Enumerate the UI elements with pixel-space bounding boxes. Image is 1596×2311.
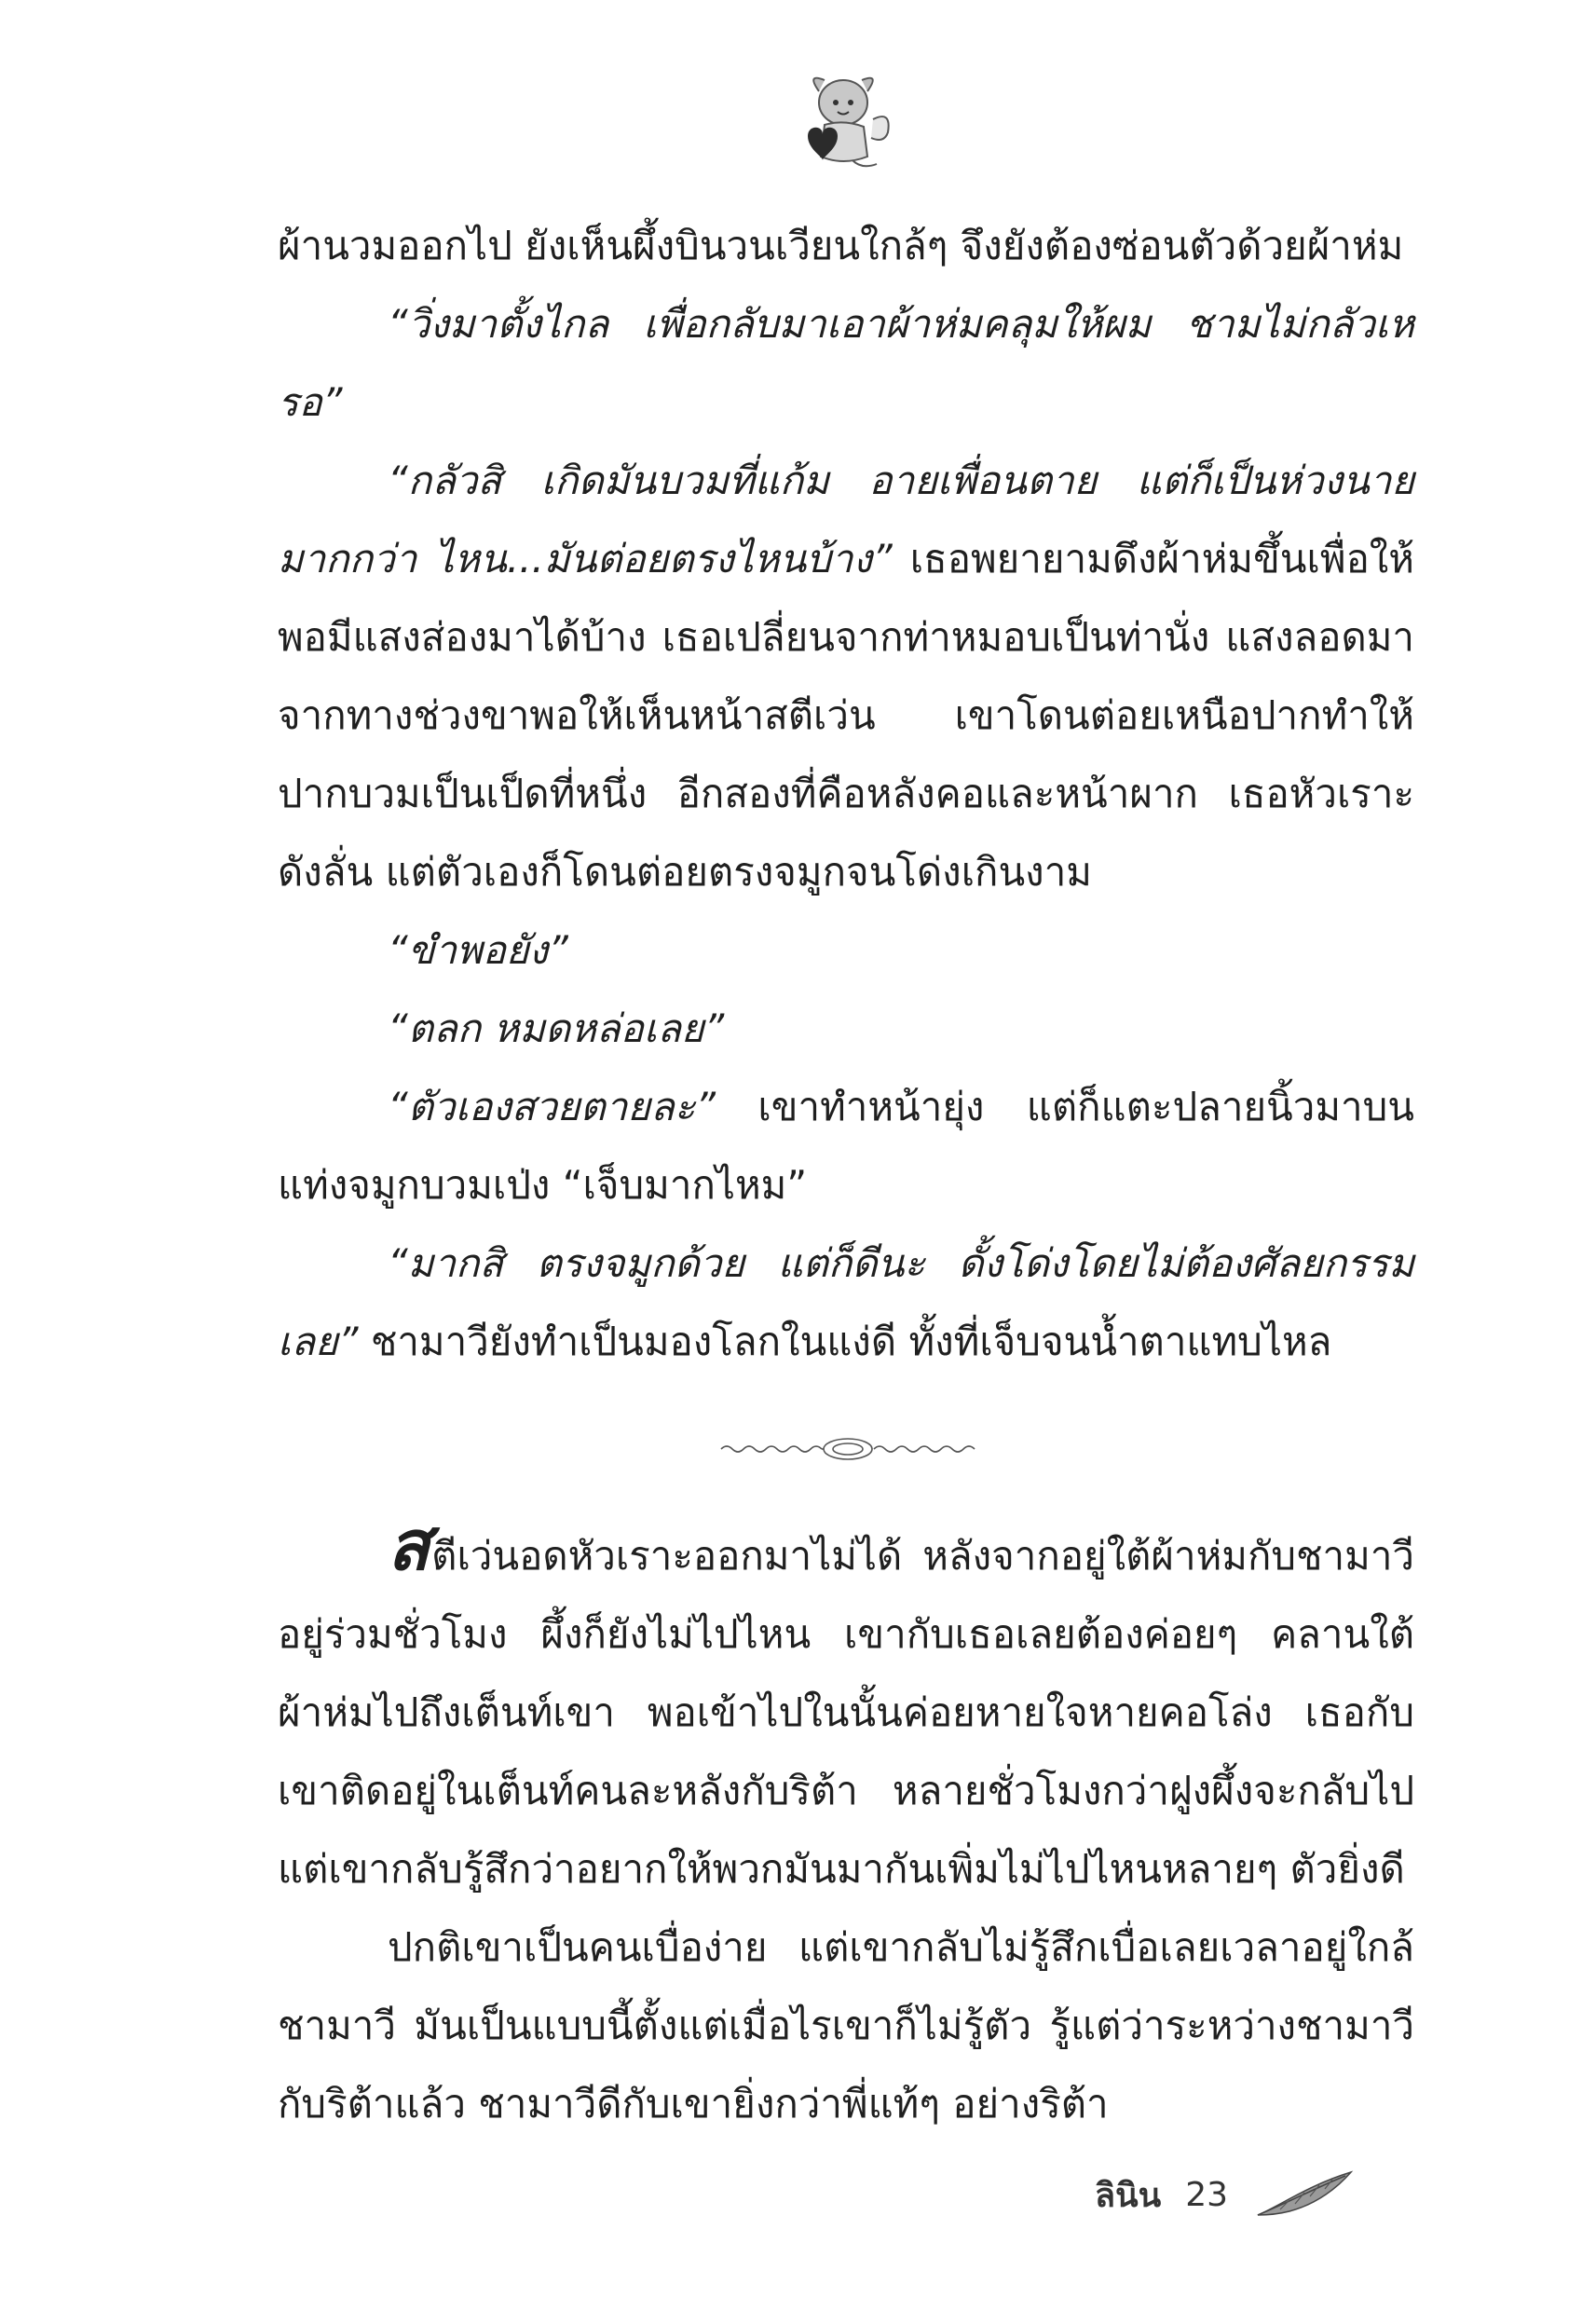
paragraph-2-dialogue: “วิ่งมาตั้งไกล เพื่อกลับมาเอาผ้าห่มคลุมให้ผม ชามไม่กลัวเหรอ” <box>278 301 1414 425</box>
paragraph-8 <box>278 1506 1414 1908</box>
ornamental-chain-divider-icon <box>717 1435 978 1463</box>
paragraph-7-dialogue: “มากสิ ตรงจมูกด้วย แต่ก็ดีนะ ดั้งโด่งโดยไม่ต้องศัลยกรรมเลย” <box>278 1240 1414 1364</box>
paragraph-3-dialogue: “กลัวสิ เกิดมันบวมที่แก้ม อายเพื่อนตาย แต่ก็เป็นห่วงนายมากกว่า ไหน...มันต่อยตรงไหนบ้าง” <box>278 458 1414 581</box>
paragraph-6 <box>278 1068 1414 1224</box>
section-1-text <box>278 207 1414 1381</box>
paragraph-1: ผ้านวมออกไป ยังเห็นผึ้งบินวนเวียนใกล้ๆ จึงยังต้องซ่อนตัวด้วยผ้าห่ม <box>278 223 1404 268</box>
cherub-with-heart-icon <box>787 63 899 175</box>
paragraph-9: ปกติเขาเป็นคนเบื่อง่าย แต่เขากลับไม่รู้สึกเบื่อเลยเวลาอยู่ใกล้ชามาวี มันเป็นแบบนี้ตั้งแต่เมื่อไรเขาก็ไม่รู้ตัว รู้แต่ว่าระหว่างชามาวีกับริต้าแล้ว ชามาวีดีกับเขายิ่งกว่าพี่แท้ๆ อย่างริต้า <box>278 1924 1414 2126</box>
paragraph-8-text: ตีเว่นอดหัวเราะออกมาไม่ได้ หลังจากอยู่ใต้ผ้าห่มกับชามาวีอยู่ร่วมชั่วโมง ผึ้งก็ยังไม่ไปไหน เขากับเธอเลยต้องค่อยๆ คลานใต้ผ้าห่มไปถึงเต็นท์เขา พอเข้าไปในนั้นค่อยหายใจหายคอโล่ง เธอกับเขาติดอยู่ในเต็นท์คนละหลังกับริต้า หลายชั่วโมงกว่าฝูงผึ้งจะกลับไป แต่เขากลับรู้สึกว่าอยากให้พวกมันมากันเพิ่มไม่ไปไหนหลายๆ ตัวยิ่งดี <box>278 1533 1414 1892</box>
book-title: ลินิน <box>1095 2176 1162 2215</box>
paragraph-6-narration: เขาทำหน้ายุ่ง แต่ก็แตะปลายนิ้วมาบนแท่งจมูกบวมเป่ง “เจ็บมากไหม” <box>278 1084 1414 1208</box>
section-2-text <box>278 1506 1414 2143</box>
paragraph-3-narration: เธอพยายามดึงผ้าห่มขึ้นเพื่อให้พอมีแสงส่องมาได้บ้าง เธอเปลี่ยนจากท่าหมอบเป็นท่านั่ง แสงลอดมาจากทางช่วงขาพอให้เห็นหน้าสตีเว่น เขาโดนต่อยเหนือปากทำให้ปากบวมเป็นเป็ดที่หนึ่ง อีกสองที่คือหลังคอและหน้าผาก เธอหัวเราะดังลั่น แต่ตัวเองก็โดนต่อยตรงจมูกจนโด่งเกินงาม <box>278 536 1414 895</box>
paragraph-3 <box>278 442 1414 911</box>
paragraph-7 <box>278 1224 1414 1381</box>
paragraph-6-dialogue: “ตัวเองสวยตายละ” <box>388 1084 716 1129</box>
drop-cap: ส <box>388 1506 432 1586</box>
paragraph-4-dialogue: “ขำพอยัง” <box>388 927 568 973</box>
page-number: 23 <box>1185 2175 1229 2214</box>
quill-feather-icon <box>1252 2168 1355 2221</box>
paragraph-5-dialogue: “ตลก หมดหล่อเลย” <box>388 1005 725 1051</box>
page-footer <box>1095 2167 1355 2222</box>
paragraph-7-narration: ชามาวียังทำเป็นมองโลกในแง่ดี ทั้งที่เจ็บจนน้ำตาแทบไหล <box>358 1319 1332 1364</box>
